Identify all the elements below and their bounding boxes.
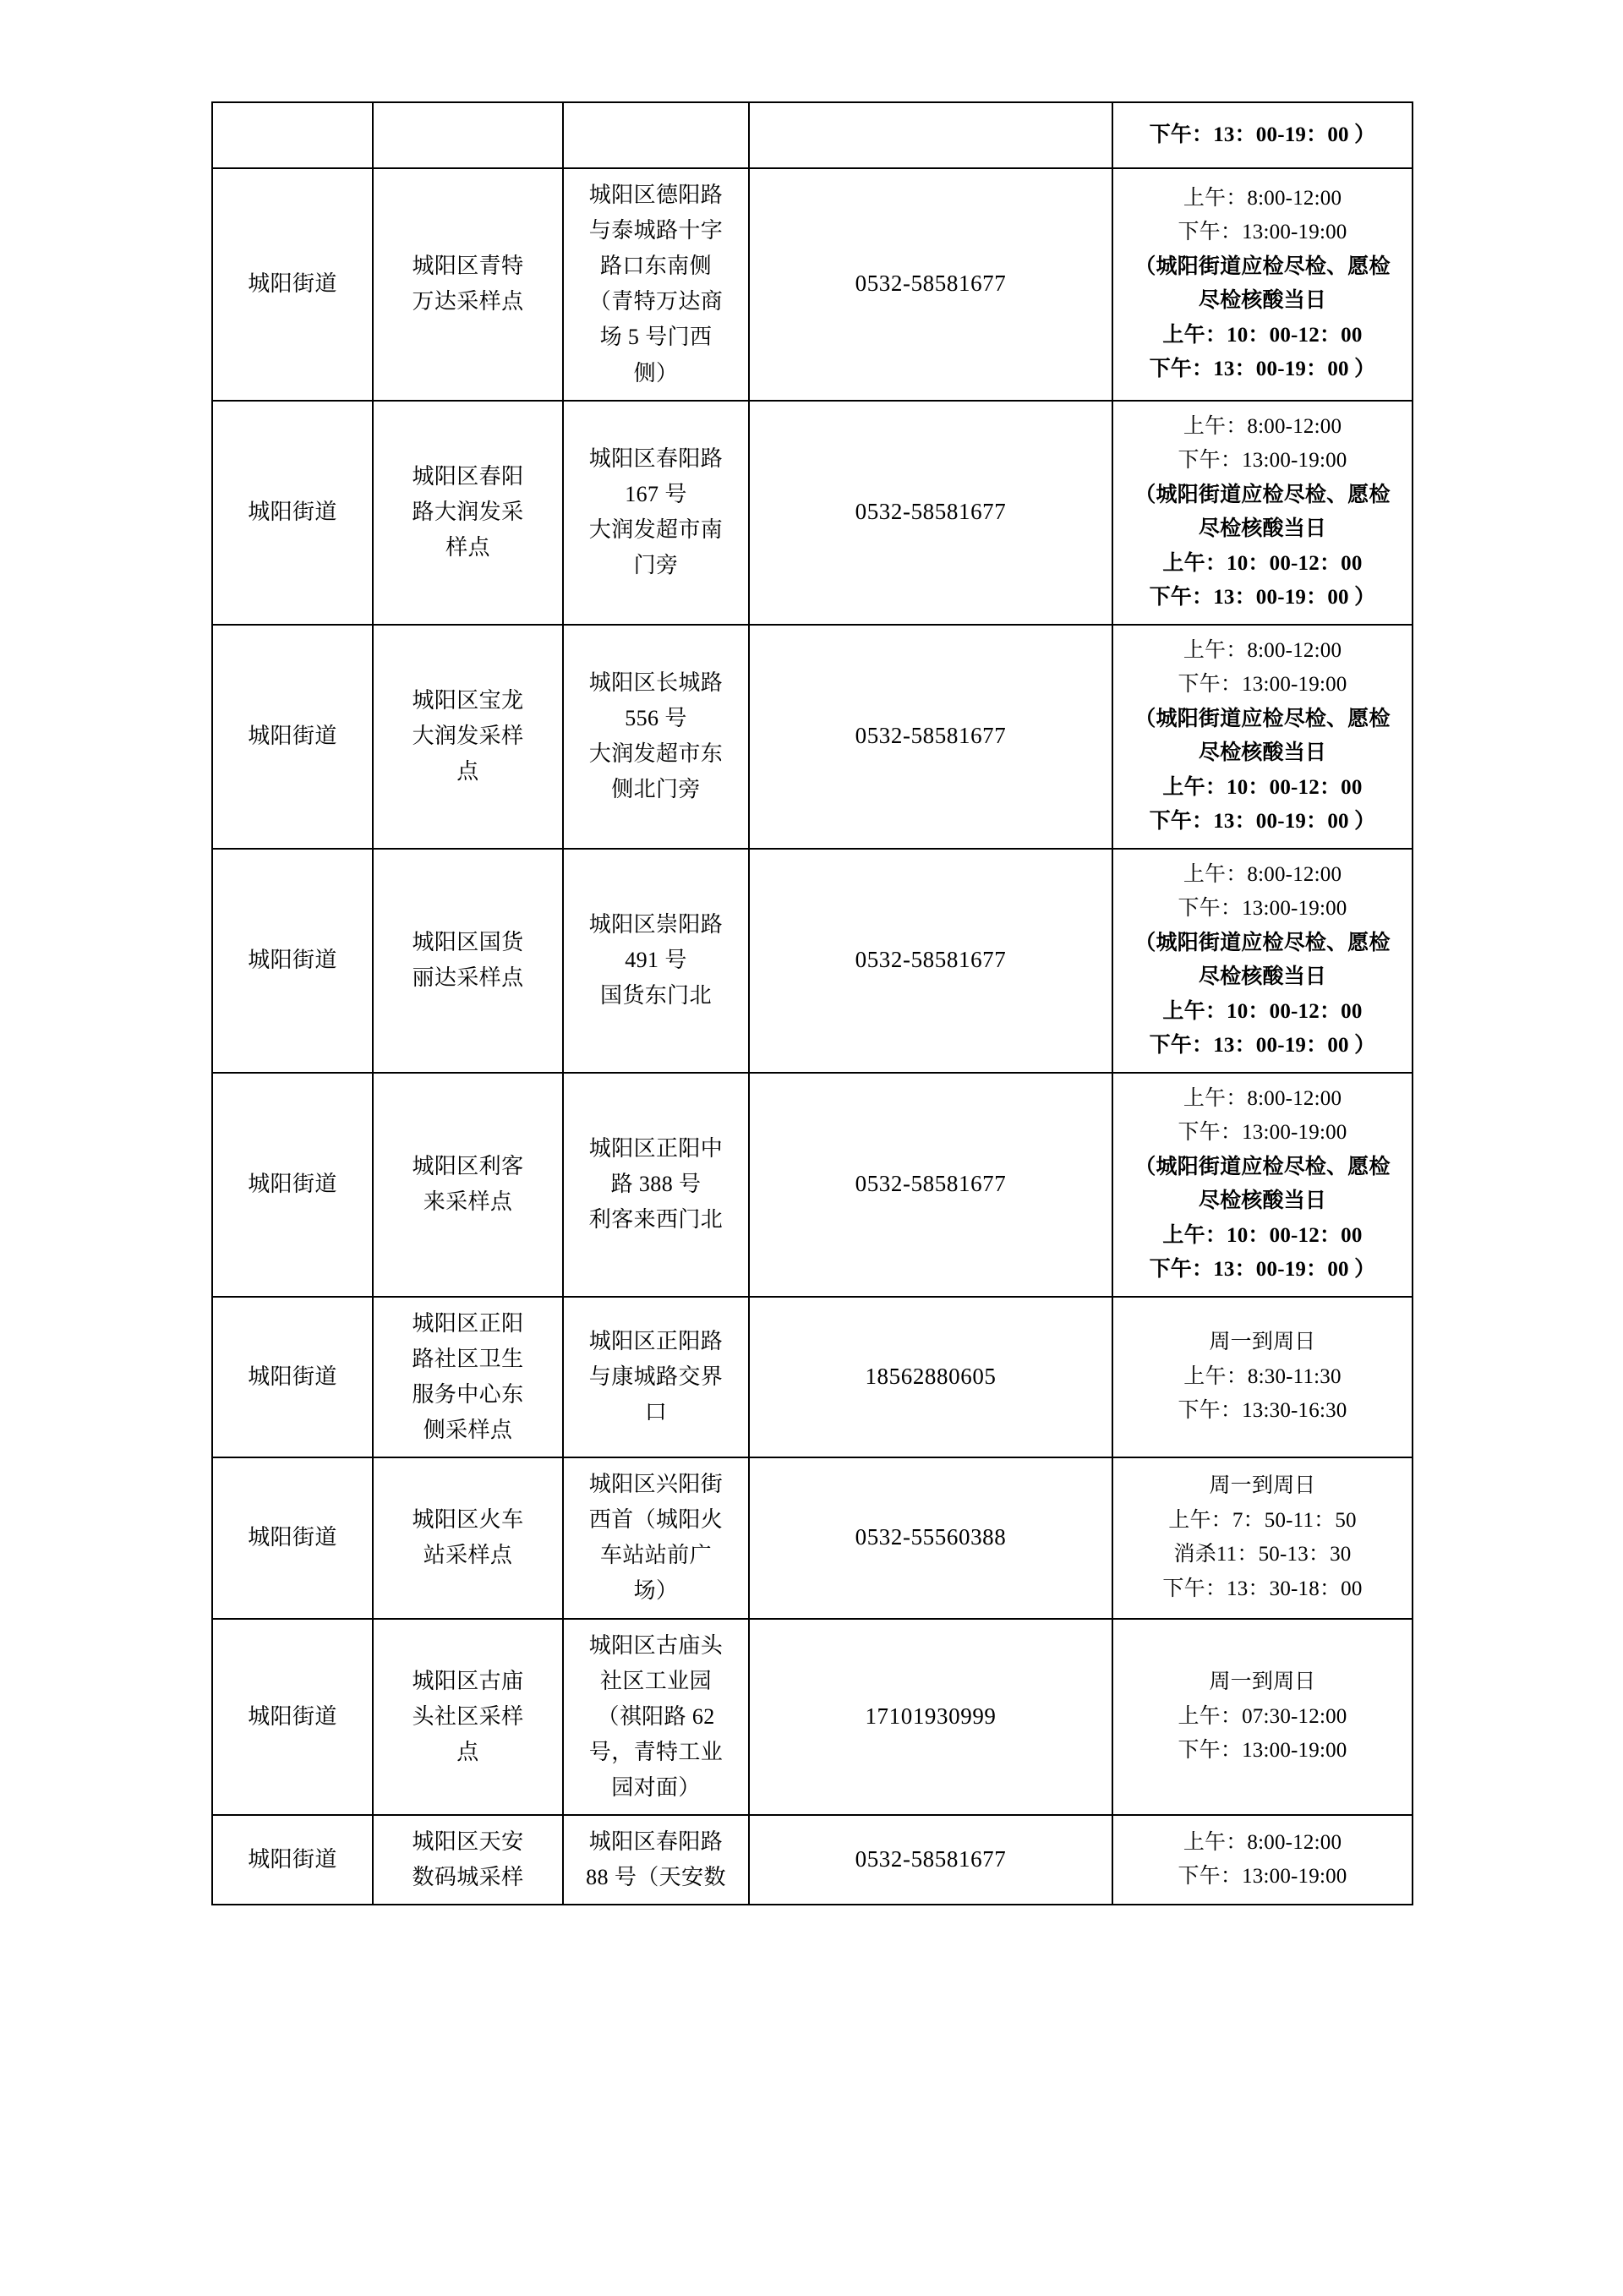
site-name-line: 丽达采样点 <box>412 965 524 991</box>
sampling-time-line: 下午：13:00-19:00 <box>1178 1121 1347 1145</box>
table-row <box>212 168 1413 401</box>
sampling-time-line: （城阳街道应检尽检、愿检 <box>1134 707 1391 730</box>
cell-phone: 0532-58581677 <box>749 401 1112 625</box>
cell-site-name <box>373 1297 563 1457</box>
sampling-time-line: 上午：8:00-12:00 <box>1183 638 1342 662</box>
site-name-line: 来采样点 <box>423 1189 513 1215</box>
address-line: 城阳区春阳路 <box>588 1829 724 1855</box>
sampling-time-line: 消杀11：50-13：30 <box>1173 1543 1352 1566</box>
cell-address <box>563 1619 749 1816</box>
cell-sampling-time <box>1112 625 1413 849</box>
address-line: 国货东门北 <box>599 983 712 1009</box>
cell-site-name <box>373 625 563 849</box>
cell-street: 城阳街道 <box>212 625 373 849</box>
address-line: （祺阳路 62 <box>597 1703 715 1729</box>
table-row <box>212 1619 1413 1816</box>
address-line: 城阳区德阳路 <box>588 183 724 207</box>
sampling-time-line: 上午：10：00-12：00 <box>1162 999 1363 1023</box>
cell-site-name <box>373 1619 563 1816</box>
site-name-line: 城阳区春阳 <box>412 463 524 489</box>
address-line: 场 5 号门西 <box>599 325 713 350</box>
sampling-time-line: （城阳街道应检尽检、愿检 <box>1134 931 1391 954</box>
site-name-line: 服务中心东 <box>412 1381 524 1407</box>
table-body <box>212 102 1413 1905</box>
cell-sampling-time <box>1112 401 1413 625</box>
sampling-time-line: 下午：13：00-19：00 ） <box>1149 1258 1376 1282</box>
sampling-time-line: （城阳街道应检尽检、愿检 <box>1134 254 1391 278</box>
address-line: 侧北门旁 <box>611 777 701 802</box>
address-line: 城阳区正阳中 <box>588 1135 724 1161</box>
site-name-line: 大润发采样 <box>412 724 524 749</box>
cell-phone: 18562880605 <box>749 1297 1112 1457</box>
address-line: 与泰城路十字 <box>588 218 724 243</box>
address-line: 城阳区兴阳街 <box>588 1472 724 1497</box>
cell-site-name <box>373 849 563 1073</box>
table-row <box>212 1457 1413 1618</box>
sampling-time-line: 周一到周日 <box>1209 1474 1316 1498</box>
cell-site-name <box>373 1073 563 1297</box>
cell-street: 城阳街道 <box>212 849 373 1073</box>
cell-site-name <box>373 168 563 401</box>
site-name-line: 城阳区青特 <box>412 254 524 279</box>
sampling-time-line: （城阳街道应检尽检、愿检 <box>1134 483 1391 506</box>
cell-address <box>563 1073 749 1297</box>
cell-address <box>563 625 749 849</box>
address-line: 556 号 <box>625 706 687 731</box>
cell-phone: 0532-58581677 <box>749 1073 1112 1297</box>
table-row <box>212 401 1413 625</box>
cell-phone: 17101930999 <box>749 1619 1112 1816</box>
table-row <box>212 1297 1413 1457</box>
cell-address <box>563 1457 749 1618</box>
site-name-line: 城阳区利客 <box>412 1154 524 1179</box>
cell-street: 城阳街道 <box>212 168 373 401</box>
address-line: 城阳区崇阳路 <box>588 911 724 937</box>
sampling-time-line: 下午：13:00-19:00 <box>1178 1865 1347 1889</box>
address-line: 场） <box>633 1578 679 1604</box>
sampling-time-line: 下午：13:30-16:30 <box>1178 1399 1347 1423</box>
cell-sampling-time <box>1112 1457 1413 1618</box>
address-line: 城阳区春阳路 <box>588 446 724 471</box>
cell-street: 城阳街道 <box>212 1457 373 1618</box>
address-line: 社区工业园 <box>599 1668 712 1693</box>
address-line: 口 <box>644 1399 668 1424</box>
cell-street: 城阳街道 <box>212 1815 373 1905</box>
sampling-time-line: （城阳街道应检尽检、愿检 <box>1134 1155 1391 1178</box>
address-line: 门旁 <box>633 553 679 578</box>
address-line: 号，青特工业 <box>588 1739 724 1764</box>
sampling-time-line: 下午：13:00-19:00 <box>1178 1739 1347 1763</box>
cell-site-name <box>373 102 563 168</box>
site-name-line: 站采样点 <box>423 1543 513 1568</box>
sampling-time-line: 下午：13：30-18：00 <box>1162 1577 1363 1600</box>
site-name-line: 城阳区国货 <box>412 930 524 955</box>
cell-sampling-time <box>1112 1619 1413 1816</box>
sampling-time-line: 下午：13：00-19：00 ） <box>1149 586 1376 610</box>
sampling-time-line: 下午：13:00-19:00 <box>1178 221 1347 244</box>
site-name-line: 点 <box>456 759 479 784</box>
cell-phone: 0532-58581677 <box>749 168 1112 401</box>
cell-street: 城阳街道 <box>212 1619 373 1816</box>
cell-phone: 0532-58581677 <box>749 625 1112 849</box>
cell-site-name <box>373 1815 563 1905</box>
cell-site-name <box>373 1457 563 1618</box>
site-name-line: 城阳区宝龙 <box>412 687 524 713</box>
sampling-time-line: 下午：13:00-19:00 <box>1178 449 1347 473</box>
site-name-line: 城阳区天安 <box>412 1829 524 1855</box>
sampling-time-line: 上午：8:00-12:00 <box>1183 1830 1342 1854</box>
site-name-line: 数码城采样 <box>412 1865 524 1890</box>
table-row <box>212 102 1413 168</box>
cell-sampling-time <box>1112 1815 1413 1905</box>
sampling-time-line: 上午：7：50-11：50 <box>1168 1508 1357 1532</box>
cell-address <box>563 1297 749 1457</box>
address-line: 车站站前广 <box>599 1543 712 1568</box>
site-name-line: 点 <box>456 1739 479 1764</box>
address-line: （青特万达商 <box>588 289 724 314</box>
cell-address <box>563 168 749 401</box>
address-line: 167 号 <box>625 482 687 507</box>
cell-street: 城阳街道 <box>212 401 373 625</box>
cell-site-name <box>373 401 563 625</box>
site-name-line: 城阳区古庙 <box>412 1668 524 1693</box>
cell-phone: 0532-55560388 <box>749 1457 1112 1618</box>
sampling-sites-table <box>211 101 1413 1905</box>
address-line: 路 388 号 <box>610 1172 702 1197</box>
address-line: 路口东南侧 <box>599 254 712 279</box>
site-name-line: 样点 <box>445 535 490 560</box>
site-name-line: 城阳区正阳 <box>412 1310 524 1336</box>
sampling-time-line: 上午：8:00-12:00 <box>1183 186 1342 210</box>
cell-address <box>563 1815 749 1905</box>
sampling-time-line: 上午：8:30-11:30 <box>1183 1364 1342 1388</box>
sampling-time-line: 下午：13：00-19：00 ） <box>1149 123 1376 146</box>
sampling-time-line: 上午：10：00-12：00 <box>1162 1223 1363 1247</box>
address-line: 城阳区古庙头 <box>588 1632 724 1658</box>
site-name-line: 头社区采样 <box>412 1703 524 1729</box>
sampling-time-line: 周一到周日 <box>1209 1670 1316 1694</box>
address-line: 大润发超市东 <box>588 741 724 767</box>
sampling-time-line: 上午：8:00-12:00 <box>1183 1086 1342 1110</box>
address-line: 城阳区正阳路 <box>588 1328 724 1353</box>
address-line: 城阳区长城路 <box>588 670 724 695</box>
cell-phone <box>749 102 1112 168</box>
sampling-time-line: 尽检核酸当日 <box>1198 289 1327 313</box>
cell-address <box>563 102 749 168</box>
address-line: 与康城路交界 <box>588 1364 724 1389</box>
sampling-time-line: 上午：10：00-12：00 <box>1162 551 1363 575</box>
sampling-time-line: 上午：10：00-12：00 <box>1162 323 1363 347</box>
table-row <box>212 625 1413 849</box>
sampling-time-line: 尽检核酸当日 <box>1198 741 1327 765</box>
sampling-time-line: 下午：13:00-19:00 <box>1178 897 1347 921</box>
table-row <box>212 1815 1413 1905</box>
sampling-time-line: 上午：8:00-12:00 <box>1183 414 1342 438</box>
cell-street: 城阳街道 <box>212 1073 373 1297</box>
address-line: 88 号（天安数 <box>586 1865 726 1890</box>
sampling-time-line: 尽检核酸当日 <box>1198 1189 1327 1213</box>
cell-sampling-time <box>1112 1073 1413 1297</box>
site-name-line: 万达采样点 <box>412 289 524 314</box>
address-line: 大润发超市南 <box>588 517 724 543</box>
site-name-line: 路大润发采 <box>412 500 524 525</box>
cell-street: 城阳街道 <box>212 1297 373 1457</box>
sampling-time-line: 尽检核酸当日 <box>1198 965 1327 989</box>
sampling-time-line: 周一到周日 <box>1209 1331 1316 1354</box>
sampling-time-line: 下午：13：00-19：00 ） <box>1149 358 1376 381</box>
table-row <box>212 849 1413 1073</box>
cell-sampling-time <box>1112 849 1413 1073</box>
cell-sampling-time <box>1112 1297 1413 1457</box>
site-name-line: 城阳区火车 <box>412 1507 524 1533</box>
cell-phone: 0532-58581677 <box>749 849 1112 1073</box>
sampling-time-line: 上午：07:30-12:00 <box>1178 1704 1347 1728</box>
sampling-time-line: 上午：10：00-12：00 <box>1162 775 1363 799</box>
cell-address <box>563 849 749 1073</box>
address-line: 侧） <box>633 360 679 385</box>
table-row <box>212 1073 1413 1297</box>
site-name-line: 路社区卫生 <box>412 1346 524 1371</box>
sampling-time-line: 下午：13:00-19:00 <box>1178 673 1347 697</box>
sampling-time-line: 尽检核酸当日 <box>1198 517 1327 541</box>
sampling-time-line: 下午：13：00-19：00 ） <box>1149 810 1376 834</box>
site-name-line: 侧采样点 <box>423 1417 513 1442</box>
cell-address <box>563 401 749 625</box>
address-line: 利客来西门北 <box>588 1207 724 1233</box>
cell-phone: 0532-58581677 <box>749 1815 1112 1905</box>
address-line: 491 号 <box>625 948 687 973</box>
cell-sampling-time <box>1112 102 1413 168</box>
sampling-time-line: 下午：13：00-19：00 ） <box>1149 1034 1376 1058</box>
cell-street <box>212 102 373 168</box>
address-line: 园对面） <box>611 1774 701 1800</box>
sampling-time-line: 上午：8:00-12:00 <box>1183 862 1342 886</box>
cell-sampling-time <box>1112 168 1413 401</box>
address-line: 西首（城阳火 <box>588 1507 724 1533</box>
